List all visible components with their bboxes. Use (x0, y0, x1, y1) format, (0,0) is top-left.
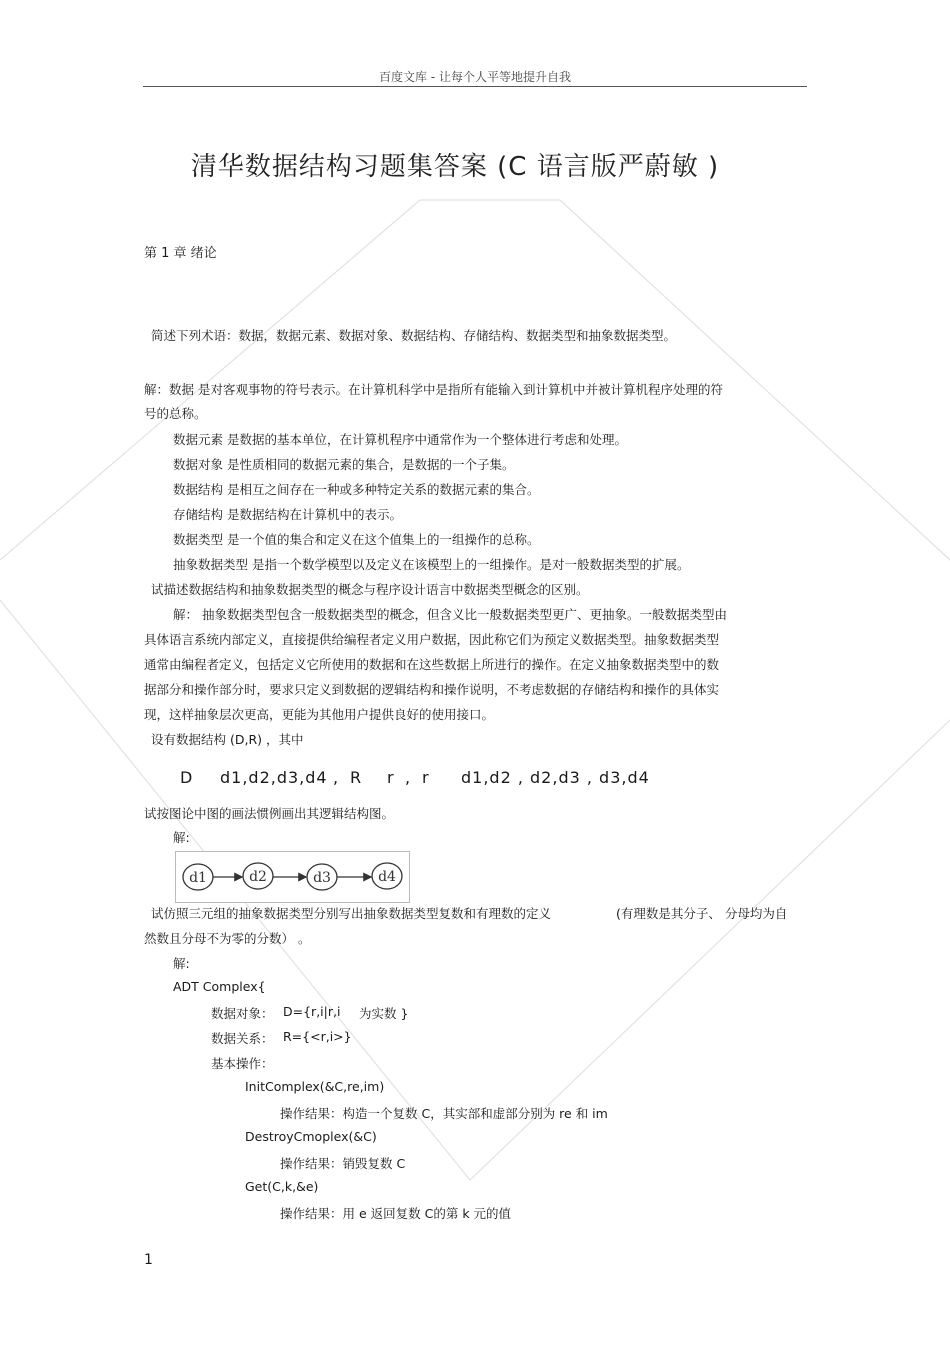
question-2: 试描述数据结构和抽象数据类型的概念与程序设计语言中数据类型概念的区别。 (151, 582, 589, 597)
question-3b: 试按图论中图的画法惯例画出其逻辑结构图。 (144, 806, 395, 821)
definition-item: 数据元素 是数据的基本单位，在计算机程序中通常作为一个整体进行考虑和处理。 (173, 432, 627, 447)
logical-structure-diagram (175, 851, 410, 903)
data-relation-label: 数据关系： (211, 1031, 274, 1046)
question-1: 简述下列术语：数据，数据元素、数据对象、数据结构、存储结构、数据类型和抽象数据类型。 (151, 328, 677, 343)
math-d: D (180, 768, 194, 787)
definition-item: 抽象数据类型 是指一个数学模型以及定义在该模型上的一组操作。是对一般数据类型的扩展。 (173, 557, 690, 572)
node-label: d3 (313, 870, 331, 886)
operation-result: 操作结果：用 e 返回复数 C的第 k 元的值 (280, 1206, 512, 1221)
page-header: 百度文库 - 让每个人平等地提升自我 (379, 70, 571, 84)
math-d-set: d1,d2,d3,d4 (220, 768, 328, 787)
definition-item: 数据类型 是一个值的集合和定义在这个值集上的一组操作的总称。 (173, 532, 540, 547)
node-label: d1 (189, 870, 207, 886)
diagram-graphic (176, 852, 409, 902)
math-r: R (350, 768, 363, 787)
answer-1-line-1: 解：数据 是对客观事物的符号表示。在计算机科学中是指所有能输入到计算机中并被计算机程序处理的符 (144, 382, 723, 397)
question-4-line-1b: (有理数是其分子、 分母均为自 (616, 906, 788, 921)
math-comma: , (333, 768, 340, 787)
operation-result: 操作结果：构造一个复数 C，其实部和虚部分别为 re 和 im (280, 1106, 608, 1121)
data-relation-value: R={<r,i>} (283, 1029, 352, 1044)
node-label: d2 (249, 869, 267, 885)
math-r-pairs: d1,d2 , d2,d3 , d3,d4 (461, 768, 650, 787)
answer-3-label: 解: (173, 830, 190, 845)
chapter-heading: 第 1 章 绪论 (144, 246, 217, 261)
definition-item: 数据结构 是相互之间存在一种或多种特定关系的数据元素的集合。 (173, 482, 540, 497)
operations-label: 基本操作： (211, 1056, 274, 1071)
adt-header: ADT Complex{ (173, 979, 266, 994)
answer-2-line: 通常由编程者定义，包括定义它所使用的数据和在这些数据上所进行的操作。在定义抽象数据类型中的数 (144, 657, 720, 672)
data-object-label: 数据对象： (211, 1006, 274, 1021)
operation-signature: DestroyCmoplex(&C) (245, 1129, 377, 1144)
operation-signature: Get(C,k,&e) (245, 1179, 319, 1194)
page-number: 1 (144, 1252, 153, 1268)
data-object-value: D={r,i|r,i (283, 1004, 341, 1019)
operation-result: 操作结果：销毁复数 C (280, 1156, 406, 1171)
header-divider (143, 86, 807, 87)
math-r-set: r (387, 768, 395, 787)
question-4-line-2: 然数且分母不为零的分数） 。 (144, 931, 311, 946)
answer-1-line-2: 号的总称。 (144, 406, 207, 421)
document-title: 清华数据结构习题集答案 (C 语言版严蔚敏 ) (190, 152, 720, 182)
data-object-tail: 为实数 } (359, 1006, 409, 1021)
definition-item: 存储结构 是数据结构在计算机中的表示。 (173, 507, 402, 522)
answer-2-line: 具体语言系统内部定义，直接提供给编程者定义用户数据，因此称它们为预定义数据类型。抽象数据类型 (144, 632, 720, 647)
node-label: d4 (378, 869, 396, 885)
definition-item: 数据对象 是性质相同的数据元素的集合，是数据的一个子集。 (173, 457, 515, 472)
math-comma: , (405, 768, 412, 787)
question-4-line-1a: 试仿照三元组的抽象数据类型分别写出抽象数据类型复数和有理数的定义 (151, 906, 552, 921)
answer-2-line: 解： 抽象数据类型包含一般数据类型的概念，但含义比一般数据类型更广、更抽象。一般数据类型由 (173, 607, 727, 622)
answer-4-label: 解: (173, 956, 190, 971)
answer-2-line: 现，这样抽象层次更高，更能为其他用户提供良好的使用接口。 (144, 707, 495, 722)
answer-2-line: 据部分和操作部分时，要求只定义到数据的逻辑结构和操作说明，不考虑数据的存储结构和操作的具体实 (144, 682, 720, 697)
math-r2: r (422, 768, 430, 787)
question-3: 设有数据结构 (D,R) ，其中 (151, 732, 304, 747)
operation-signature: InitComplex(&C,re,im) (245, 1079, 385, 1094)
